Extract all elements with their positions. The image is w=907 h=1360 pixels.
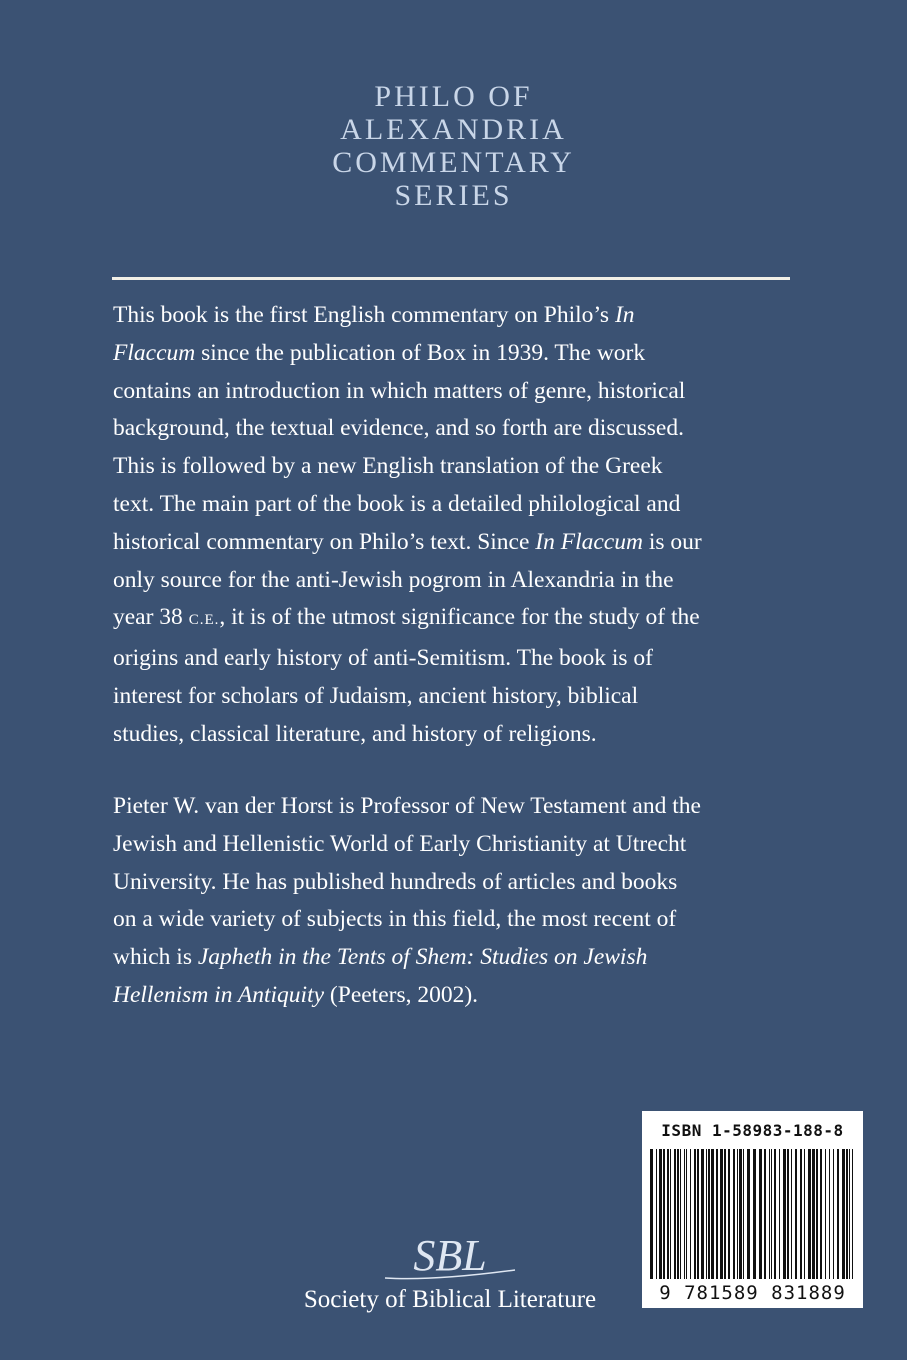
barcode-bar <box>743 1149 744 1279</box>
text-line: which is Japheth in the Tents of Shem: Studies on Jewish <box>113 944 648 971</box>
text-line: This book is the first English commentary on Philo’s In <box>113 302 635 328</box>
series-title-line: SERIES <box>394 179 513 212</box>
text-line: studies, classical literature, and history of religions. <box>113 720 597 747</box>
barcode-bar <box>783 1149 786 1279</box>
barcode-bar <box>846 1149 848 1279</box>
text-line: on a wide variety of subjects in this field, the most recent of <box>113 906 677 933</box>
series-title-line: COMMENTARY <box>332 146 575 179</box>
barcode-bar <box>739 1149 742 1279</box>
barcode-bar <box>656 1149 657 1279</box>
barcode-bar <box>753 1149 756 1279</box>
barcode-bar <box>833 1149 834 1279</box>
barcode-bar <box>706 1149 707 1279</box>
barcode-bar <box>771 1149 772 1279</box>
barcode-bar <box>759 1149 762 1279</box>
italic-title: Hellenism in Antiquity <box>113 981 325 1008</box>
barcode-bar <box>816 1149 818 1279</box>
italic-title: Japheth in the Tents of Shem: Studies on Jewish <box>197 944 648 971</box>
divider-rule <box>112 277 790 280</box>
barcode-bar <box>708 1149 710 1279</box>
barcode-bar <box>697 1149 699 1279</box>
barcode-bar <box>837 1149 839 1279</box>
barcode-bar <box>720 1149 723 1279</box>
ean-number: 9 781589 831889 <box>659 1282 846 1304</box>
text-line: origins and early history of anti-Semitism. The book is of <box>113 645 653 672</box>
text-line: year 38 C.E., it is of the utmost significance for the study of the <box>113 604 700 631</box>
barcode-bar <box>701 1149 704 1279</box>
barcode-bar <box>659 1149 662 1279</box>
barcode-bar <box>747 1149 750 1279</box>
series-title-line: ALEXANDRIA <box>340 113 567 146</box>
barcode-bar <box>684 1149 685 1279</box>
isbn-label: ISBN 1-58983-188-8 <box>661 1121 844 1140</box>
barcode-bar <box>774 1149 776 1279</box>
publisher-logo <box>270 1228 630 1318</box>
author-bio <box>113 788 803 1015</box>
barcode-bar <box>690 1149 691 1279</box>
svg-text:SBL: SBL <box>413 1231 487 1280</box>
barcode-bar <box>694 1149 696 1279</box>
isbn-barcode <box>642 1111 863 1308</box>
barcode-bar <box>737 1149 738 1279</box>
era-abbreviation: C.E. <box>188 612 220 629</box>
text-line: text. The main part of the book is a detailed philological and <box>113 490 681 517</box>
barcode-bar <box>808 1149 811 1279</box>
text-line: Flaccum since the publication of Box in 1939. The work <box>113 339 646 366</box>
barcode-bar <box>849 1149 850 1279</box>
text-line: This is followed by a new English translation of the Greek <box>113 453 663 480</box>
barcode-bar <box>829 1149 830 1279</box>
barcode-bar <box>670 1149 671 1279</box>
publisher-name: Society of Biblical Literature <box>303 1286 597 1313</box>
barcode-bar <box>728 1149 730 1279</box>
barcode-bar <box>733 1149 735 1279</box>
barcode-bar <box>800 1149 802 1279</box>
barcode-bar <box>779 1149 780 1279</box>
barcode-bar <box>791 1149 792 1279</box>
text-line: Jewish and Hellenistic World of Early Christianity at Utrecht <box>113 830 687 857</box>
barcode-bars <box>648 1149 857 1279</box>
text-line: University. He has published hundreds of articles and books <box>113 868 678 895</box>
text-line: interest for scholars of Judaism, ancient history, biblical <box>113 682 639 709</box>
barcode-bar <box>667 1149 669 1279</box>
barcode-bar <box>812 1149 815 1279</box>
text-line: only source for the anti-Jewish pogrom in Alexandria in the <box>113 566 674 593</box>
barcode-bar <box>764 1149 766 1279</box>
text-line: Pieter W. van der Horst is Professor of New Testament and the <box>113 793 701 819</box>
barcode-bar <box>677 1149 679 1279</box>
barcode-bar <box>663 1149 665 1279</box>
italic-title: Flaccum <box>113 339 196 366</box>
barcode-bar <box>724 1149 726 1279</box>
barcode-bar <box>680 1149 681 1279</box>
barcode-bar <box>711 1149 714 1279</box>
barcode-bar <box>769 1149 770 1279</box>
barcode-bar <box>787 1149 789 1279</box>
text-line: historical commentary on Philo’s text. Since In Flaccum is our <box>113 528 702 555</box>
barcode-bar <box>852 1149 853 1279</box>
sbl-monogram-icon <box>375 1228 525 1283</box>
barcode-bar <box>804 1149 805 1279</box>
barcode-bar <box>825 1149 826 1279</box>
text-line: Hellenism in Antiquity (Peeters, 2002). <box>113 981 479 1008</box>
barcode-bar <box>820 1149 822 1279</box>
italic-title: In Flaccum <box>535 528 643 555</box>
barcode-bar <box>795 1149 797 1279</box>
barcode-bar <box>686 1149 687 1279</box>
italic-title: In <box>614 302 635 328</box>
barcode-bar <box>674 1149 676 1279</box>
series-title-line: PHILO OF <box>374 80 533 113</box>
barcode-bar <box>716 1149 718 1279</box>
series-title <box>0 80 907 212</box>
text-line: contains an introduction in which matters of genre, historical <box>113 377 686 404</box>
barcode-bar <box>842 1149 845 1279</box>
text-line: background, the textual evidence, and so forth are discussed. <box>113 415 684 442</box>
barcode-bar <box>650 1149 653 1279</box>
book-description <box>113 297 803 754</box>
